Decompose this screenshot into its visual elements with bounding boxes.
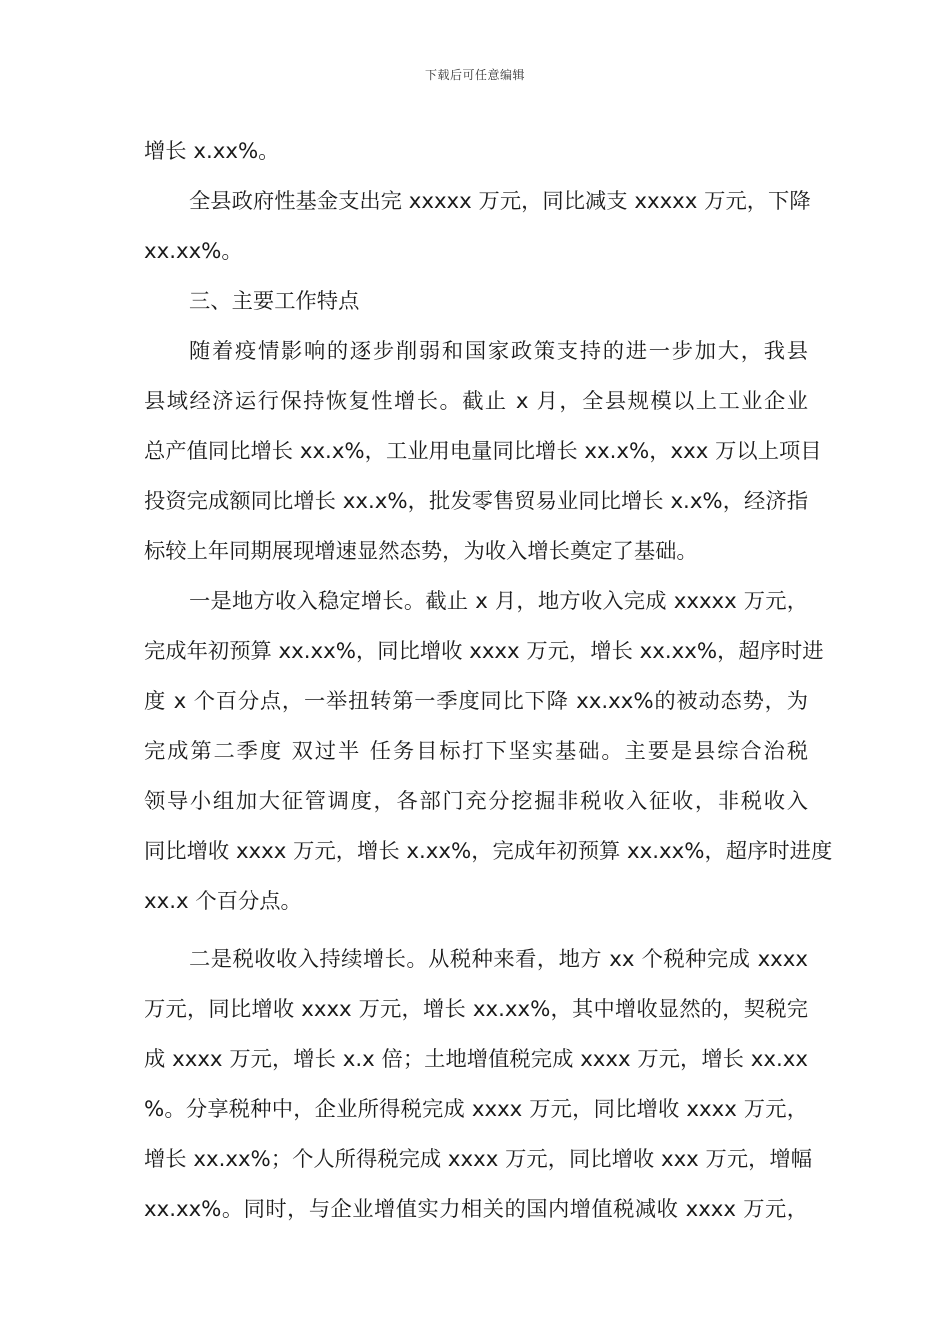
text-line: 总产值同比增长 xx.x%，工业用电量同比增长 xx.x%，xxx 万以上项目 <box>144 439 822 464</box>
text-line: 投资完成额同比增长 xx.x%，批发零售贸易业同比增长 x.x%，经济指 <box>144 489 808 514</box>
text-line: %。分享税种中，企业所得税完成 xxxx 万元，同比增收 xxxx 万元， <box>144 1097 808 1122</box>
text-line: xx.xx%。同时，与企业增值实力相关的国内增值税减收 xxxx 万元， <box>144 1197 808 1222</box>
paragraph <box>144 127 808 177</box>
section-heading <box>144 277 808 327</box>
text-line: 标较上年同期展现增速显然态势，为收入增长奠定了基础。 <box>144 539 698 564</box>
document-body <box>144 127 833 1235</box>
text-line: 增长 x.xx%。 <box>144 139 280 164</box>
text-line: 完成年初预算 xx.xx%，同比增收 xxxx 万元，增长 xx.xx%，超序时进 <box>144 639 824 664</box>
page-header: 下载后可任意编辑 <box>424 68 525 82</box>
text-line: 县域经济运行保持恢复性增长。截止 x 月，全县规模以上工业企业 <box>144 389 808 414</box>
text-line: 随着疫情影响的逐步削弱和国家政策支持的进一步加大，我县 <box>189 339 808 364</box>
text-line: 一是地方收入稳定增长。截止 x 月，地方收入完成 xxxxx 万元， <box>189 589 808 614</box>
text-line: 同比增收 xxxx 万元，增长 x.xx%，完成年初预算 xx.xx%，超序时进度 <box>144 839 833 864</box>
text-line: 全县政府性基金支出完 xxxxx 万元，同比减支 xxxxx 万元，下降 <box>189 189 811 214</box>
paragraph <box>144 327 822 577</box>
text-line: xx.xx%。 <box>144 239 243 264</box>
text-line: 领导小组加大征管调度，各部门充分挖掘非税收入征收，非税收入 <box>144 789 808 814</box>
paragraph <box>144 577 833 927</box>
text-line: 万元，同比增收 xxxx 万元，增长 xx.xx%，其中增收显然的，契税完 <box>144 997 808 1022</box>
text-line: 增长 xx.xx%；个人所得税完成 xxxx 万元，同比增收 xxx 万元，增幅 <box>144 1147 813 1172</box>
text-line: 二是税收收入持续增长。从税种来看，地方 xx 个税种完成 xxxx <box>189 947 808 972</box>
paragraph <box>144 177 811 277</box>
text-line: 成 xxxx 万元，增长 x.x 倍；土地增值税完成 xxxx 万元，增长 xx.xx <box>144 1047 808 1072</box>
text-line: 度 x 个百分点，一举扭转第一季度同比下降 xx.xx%的被动态势，为 <box>144 689 808 714</box>
text-line: xx.x 个百分点。 <box>144 889 302 914</box>
text-line: 三、主要工作特点 <box>189 289 360 314</box>
text-line: 完成第二季度 双过半 任务目标打下坚实基础。主要是县综合治税 <box>144 739 808 764</box>
paragraph <box>144 935 813 1235</box>
